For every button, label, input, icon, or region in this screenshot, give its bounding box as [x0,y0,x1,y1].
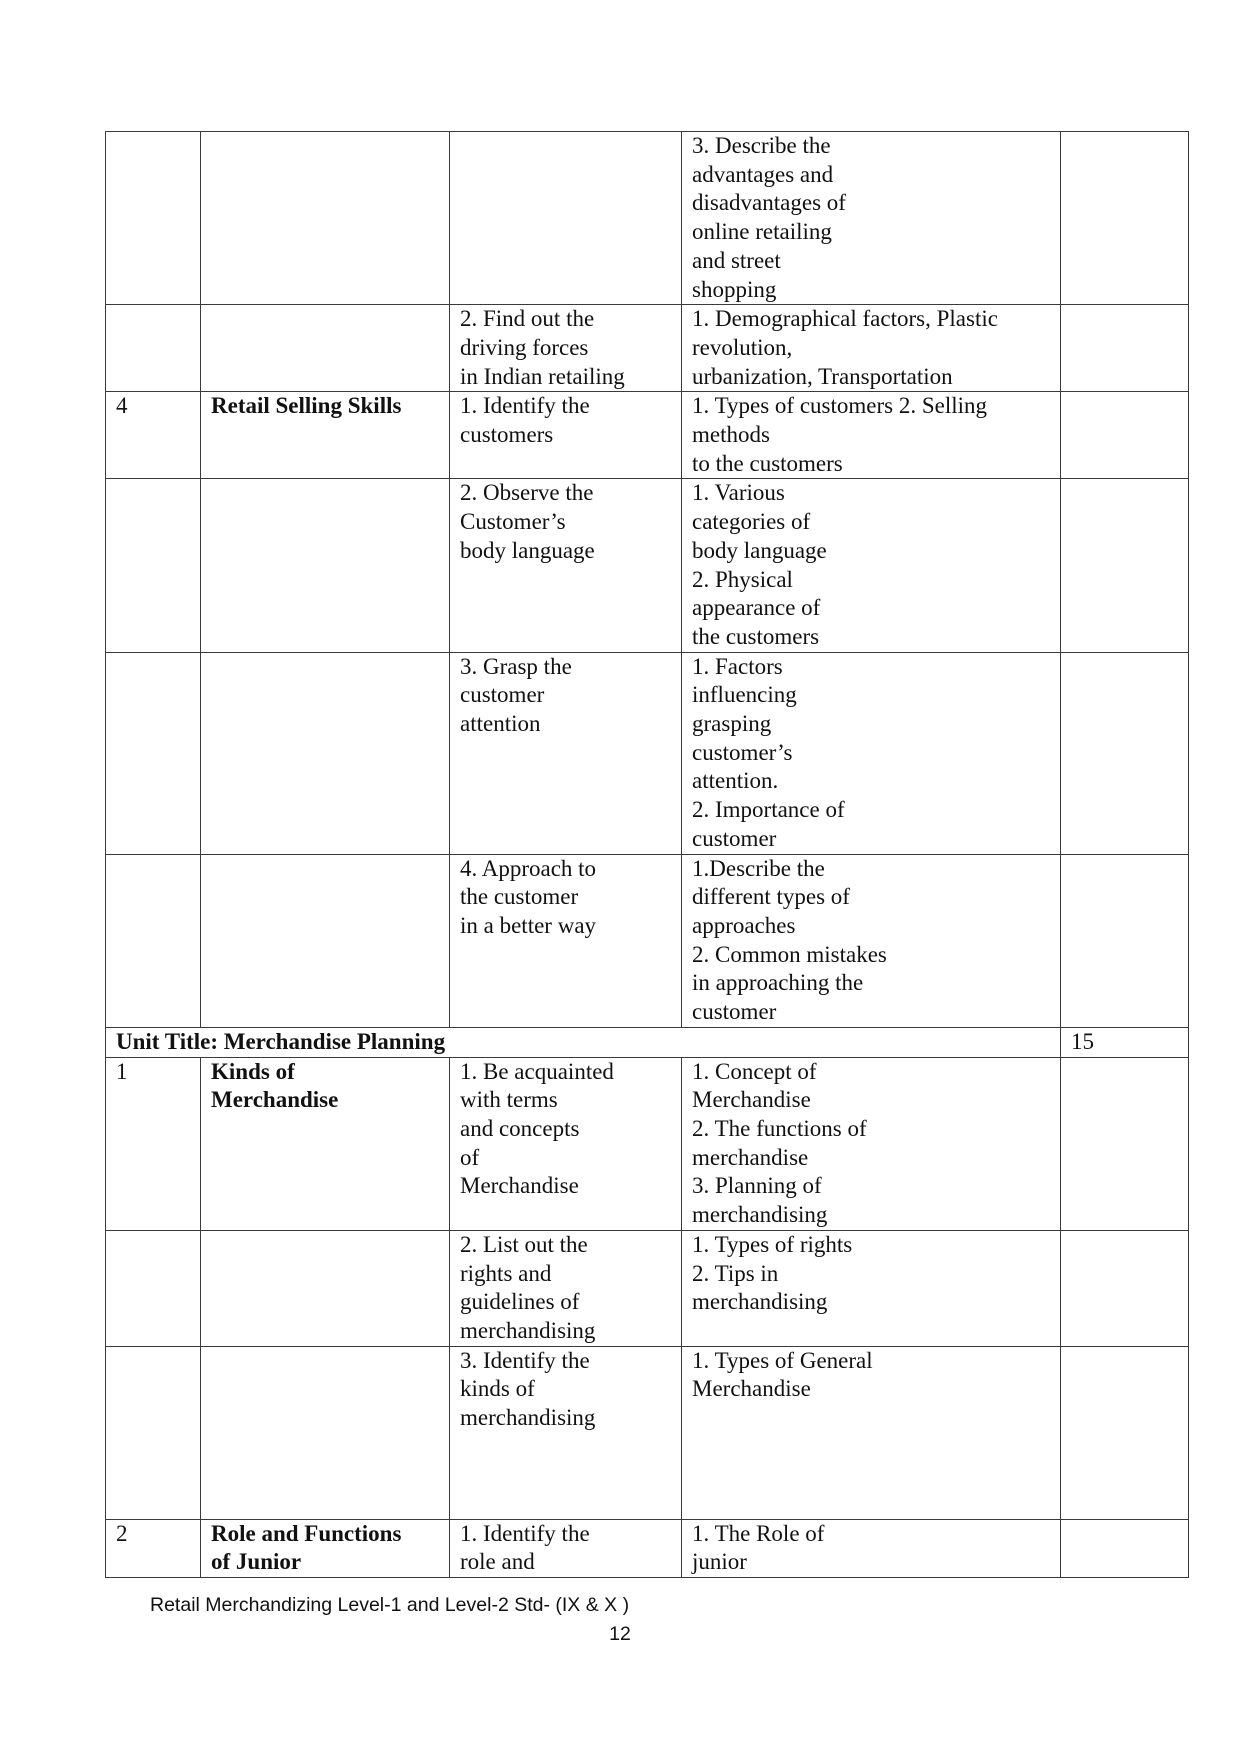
sno-cell [106,1346,201,1519]
hours-cell [1061,1519,1189,1577]
table-row [106,132,1189,305]
table-row [106,479,1189,652]
sno-cell [106,305,201,392]
table-row [106,392,1189,479]
hours-cell [1061,652,1189,854]
unit-name-cell: Kinds of Merchandise [201,1057,450,1230]
content-cell: 1. Concept of Merchandise 2. The functions of merchandise 3. Planning of merchandising [682,1057,1061,1230]
outcome-cell: 3. Identify the kinds of merchandising [450,1346,682,1519]
sno-cell [106,132,201,305]
sno-cell [106,652,201,854]
outcome-cell: 2. List out the rights and guidelines of merchandising [450,1230,682,1346]
unit-name-cell [201,132,450,305]
hours-cell [1061,479,1189,652]
table-row [106,1057,1189,1230]
outcome-cell: 4. Approach to the customer in a better way [450,854,682,1027]
outcome-cell: 1. Identify the role and [450,1519,682,1577]
content-cell: 1. Demographical factors, Plastic revolution, urbanization, Transportation [682,305,1061,392]
unit-name-cell [201,479,450,652]
sno-cell: 2 [106,1519,201,1577]
table-row [106,652,1189,854]
hours-cell [1061,392,1189,479]
outcome-cell [450,132,682,305]
hours-cell [1061,1057,1189,1230]
table-row [106,1230,1189,1346]
hours-cell [1061,854,1189,1027]
outcome-cell: 2. Find out the driving forces in Indian retailing [450,305,682,392]
unit-name-cell: Role and Functions of Junior [201,1519,450,1577]
unit-name-cell [201,1346,450,1519]
unit-hours: 15 [1061,1027,1189,1057]
hours-cell [1061,132,1189,305]
sno-cell: 4 [106,392,201,479]
hours-cell [1061,1230,1189,1346]
unit-name-cell: Retail Selling Skills [201,392,450,479]
content-cell: 1. Various categories of body language 2. Physical appearance of the customers [682,479,1061,652]
sno-cell [106,1230,201,1346]
unit-name-cell [201,305,450,392]
sno-cell: 1 [106,1057,201,1230]
content-cell: 1. The Role of junior [682,1519,1061,1577]
outcome-cell: 1. Be acquainted with terms and concepts of Merchandise [450,1057,682,1230]
unit-name-cell [201,854,450,1027]
table-row [106,1346,1189,1519]
curriculum-table [105,131,1189,1578]
content-cell: 1. Factors influencing grasping customer’s attention. 2. Importance of customer [682,652,1061,854]
hours-cell [1061,1346,1189,1519]
outcome-cell: 3. Grasp the customer attention [450,652,682,854]
unit-title: Unit Title: Merchandise Planning [106,1027,1061,1057]
sno-cell [106,479,201,652]
table-row [106,854,1189,1027]
footer-title: Retail Merchandizing Level-1 and Level-2 Std- (IX & X ) [150,1594,630,1616]
hours-cell [1061,305,1189,392]
content-cell: 1.Describe the different types of approaches 2. Common mistakes in approaching the customer [682,854,1061,1027]
content-cell: 1. Types of customers 2. Selling methods to the customers [682,392,1061,479]
outcome-cell: 1. Identify the customers [450,392,682,479]
table-row [106,305,1189,392]
unit-name-cell [201,1230,450,1346]
page-number: 12 [609,1623,631,1645]
content-cell: 1. Types of General Merchandise [682,1346,1061,1519]
unit-name-cell [201,652,450,854]
table-row [106,1519,1189,1577]
sno-cell [106,854,201,1027]
unit-title-row [106,1027,1189,1057]
content-cell: 3. Describe the advantages and disadvantages of online retailing and street shopping [682,132,1061,305]
outcome-cell: 2. Observe the Customer’s body language [450,479,682,652]
content-cell: 1. Types of rights 2. Tips in merchandising [682,1230,1061,1346]
